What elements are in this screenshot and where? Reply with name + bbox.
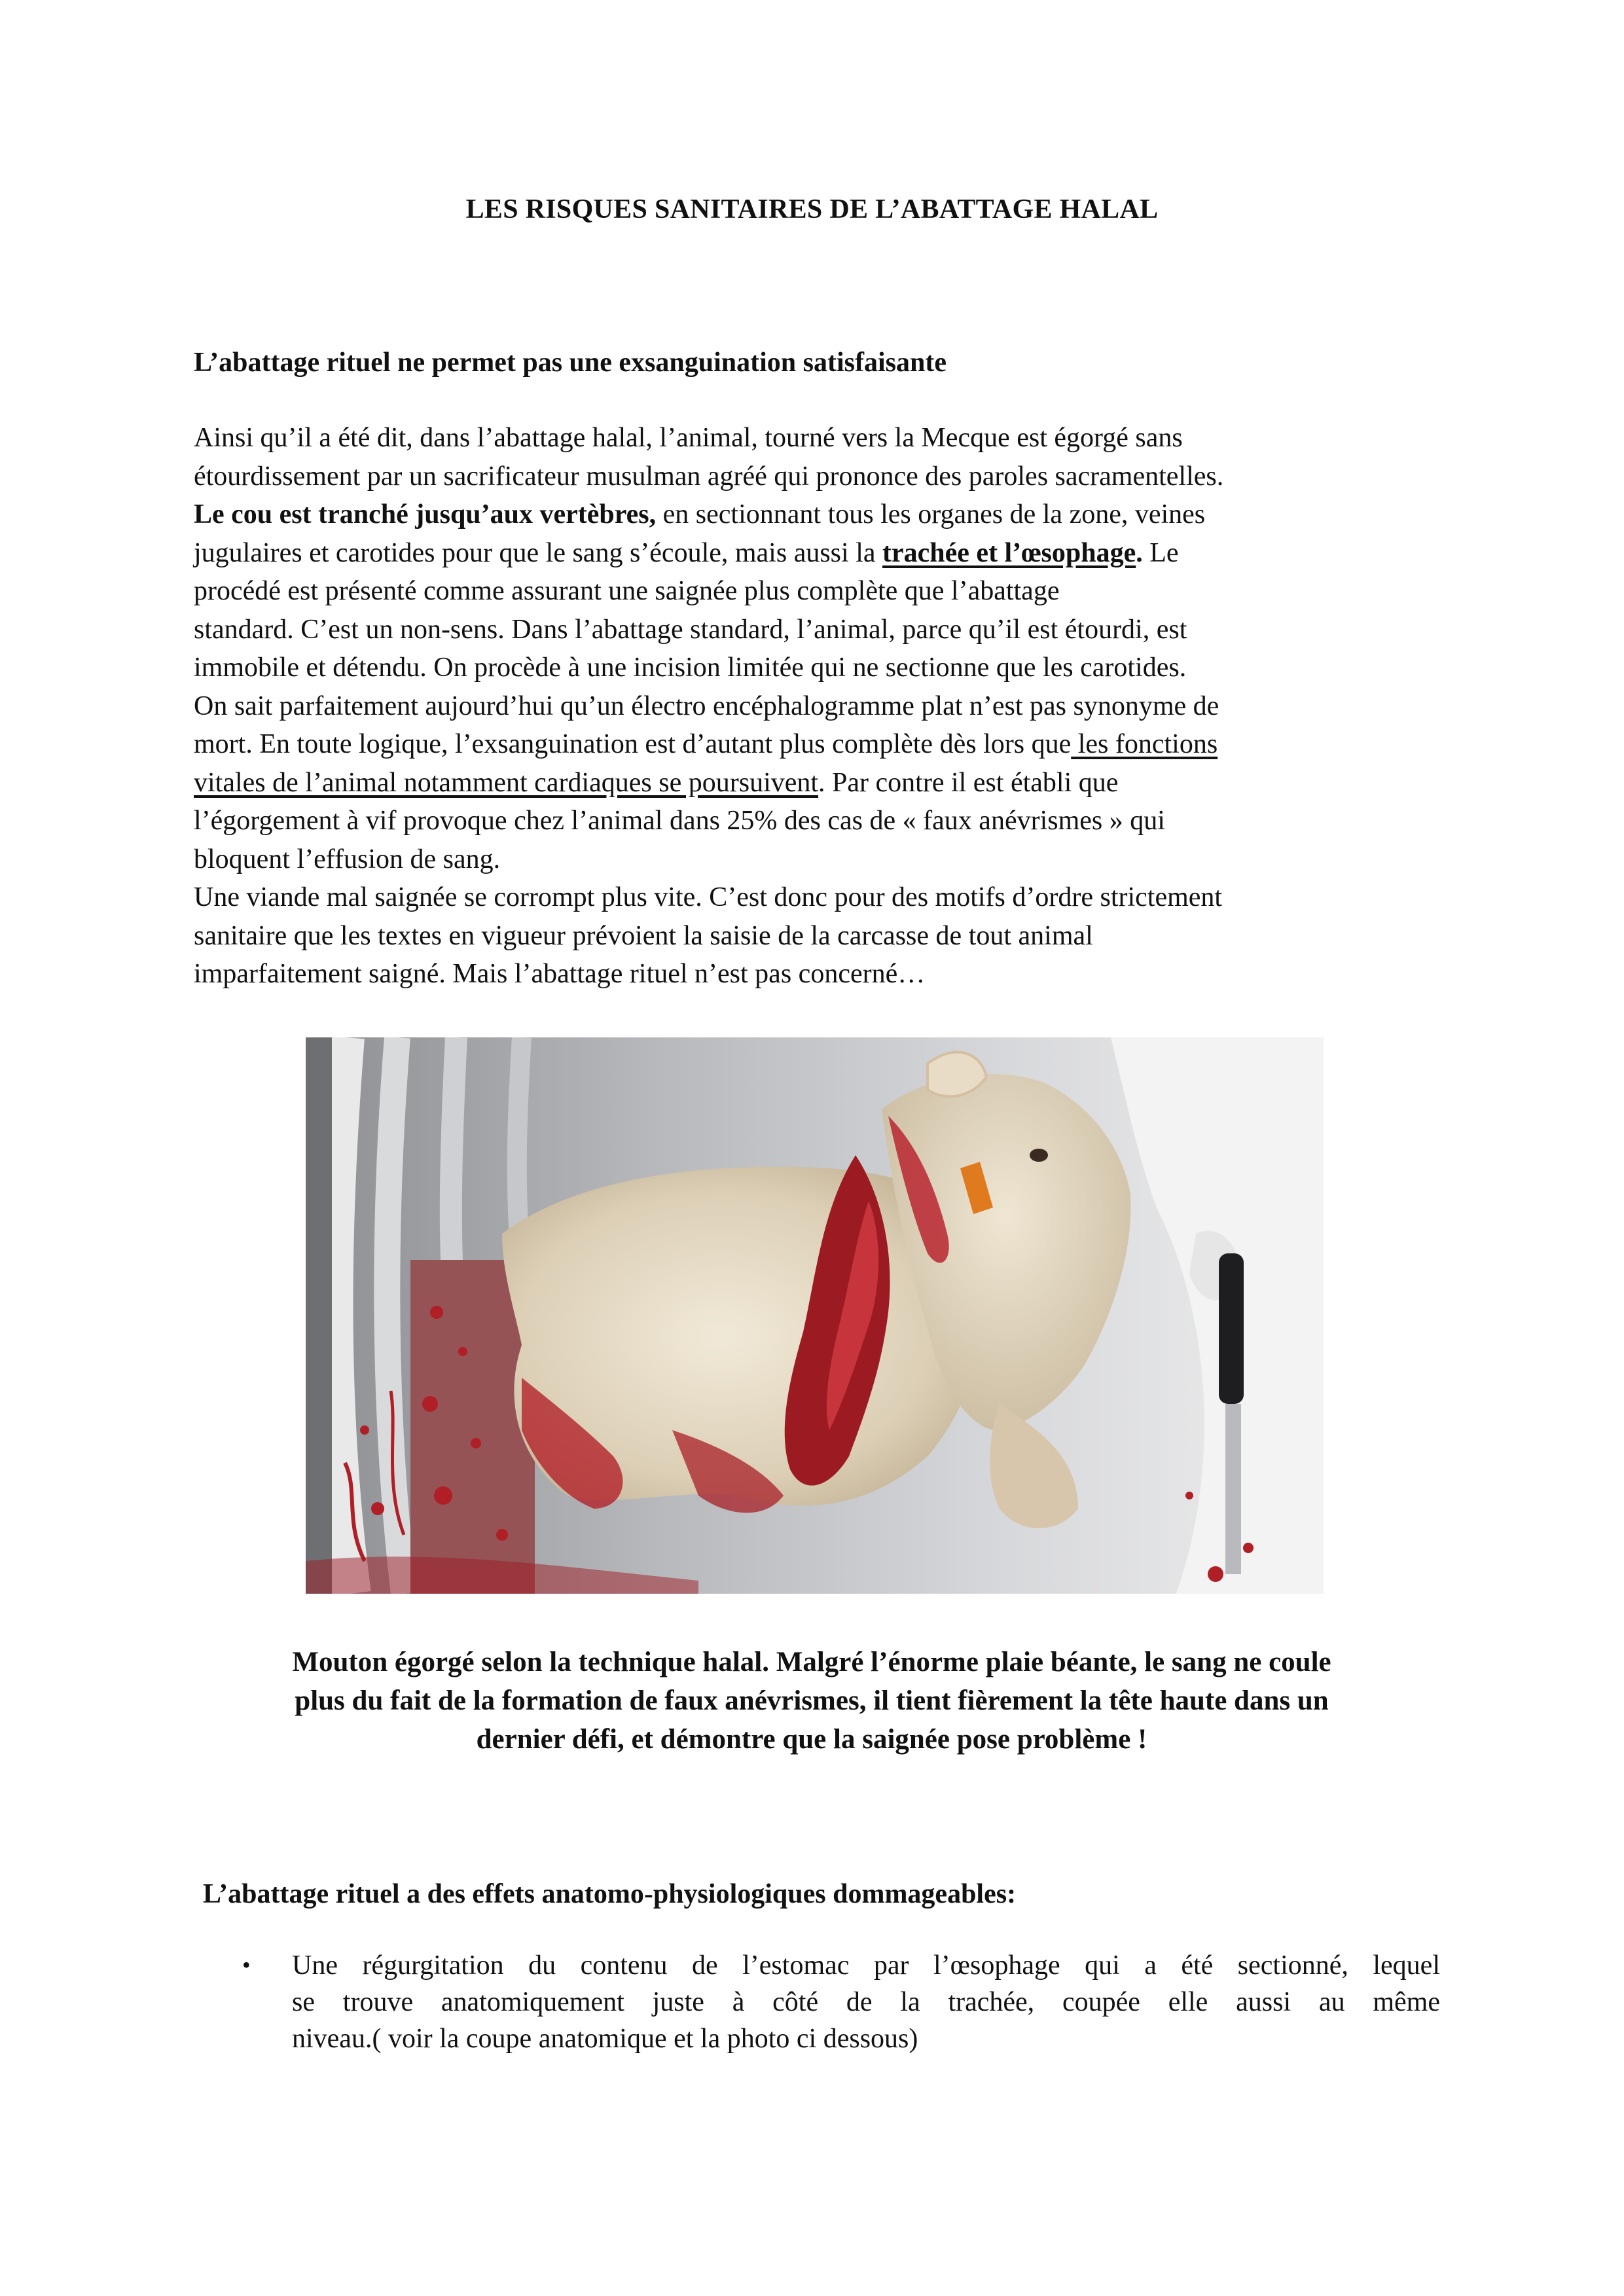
section-heading-effects: L’abattage rituel a des effets anatomo-physiologiques dommageables: xyxy=(203,1879,1017,1909)
caption-line: dernier défi, et démontre que la saignée pose problème ! xyxy=(476,1724,1147,1755)
text-segment: Le xyxy=(1142,537,1179,568)
text-line: procédé est présenté comme assurant une saignée plus complète que l’abattage xyxy=(194,576,1060,606)
photo-caption xyxy=(170,1643,1453,1759)
text-line: Une viande mal saignée se corrompt plus vite. C’est donc pour des motifs d’ordre strictement xyxy=(194,882,1223,912)
text-line xyxy=(194,495,1437,534)
text-line: Ainsi qu’il a été dit, dans l’abattage halal, l’animal, tourné vers la Mecque est égorgé sans xyxy=(194,423,1183,453)
text-line: standard. C’est un non-sens. Dans l’abattage standard, l’animal, parce qu’il est étourdi, est xyxy=(194,614,1187,645)
underlined-phrase: les fonctions xyxy=(1071,729,1218,759)
bullet-line: niveau.( voir la coupe anatomique et la photo ci dessous) xyxy=(292,2024,918,2054)
text-line: On sait parfaitement aujourd’hui qu’un électro encéphalogramme plat n’est pas synonyme de xyxy=(194,691,1219,721)
text-segment: mort. En toute logique, l’exsanguination est d’autant plus complète dès lors que xyxy=(194,729,1072,759)
text-segment: . Par contre il est établi que xyxy=(818,767,1119,798)
document-title: LES RISQUES SANITAIRES DE L’ABATTAGE HALAL xyxy=(465,194,1159,224)
bold-phrase: Le cou est tranché jusqu’aux vertèbres, xyxy=(194,499,657,529)
text-line xyxy=(194,534,1437,573)
text-line xyxy=(194,764,1437,802)
text-segment: . xyxy=(1136,537,1143,568)
text-line: imparfaitement saigné. Mais l’abattage rituel n’est pas concerné… xyxy=(194,959,926,989)
caption-line: Mouton égorgé selon la technique halal. Malgré l’énorme plaie béante, le sang ne coule xyxy=(292,1647,1331,1677)
section-heading-exsanguination: L’abattage rituel ne permet pas une exsanguination satisfaisante xyxy=(194,348,947,378)
bullet-line: Une régurgitation du contenu de l’estomac par l’œsophage qui a été sectionné, lequel xyxy=(292,1950,1440,1981)
text-line: sanitaire que les textes en vigueur prévoient la saisie de la carcasse de tout animal xyxy=(194,920,1093,951)
bullet-line: se trouve anatomiquement juste à côté de la trachée, coupée elle aussi au même xyxy=(292,1987,1440,2017)
text-line xyxy=(194,725,1437,764)
text-segment: jugulaires et carotides pour que le sang s’écoule, mais aussi la xyxy=(194,537,883,568)
text-segment: en sectionnant tous les organes de la zone, veines xyxy=(656,499,1206,529)
bullet-text xyxy=(292,1947,1440,2057)
text-line: l’égorgement à vif provoque chez l’animal dans 25% des cas de « faux anévrismes » qui xyxy=(194,806,1165,836)
text-line: bloquent l’effusion de sang. xyxy=(194,844,501,874)
text-line: étourdissement par un sacrificateur musulman agréé qui prononce des paroles sacramentelles. xyxy=(194,461,1224,492)
bullet-icon: • xyxy=(242,1952,251,1978)
paragraph-exsanguination xyxy=(194,419,1437,994)
bold-underlined-phrase: trachée et l’œsophage xyxy=(882,537,1136,568)
text-line: immobile et détendu. On procède à une incision limitée qui ne sectionne que les carotides. xyxy=(194,653,1187,683)
underlined-phrase: vitales de l’animal notamment cardiaques se poursuivent xyxy=(194,767,819,798)
photo-slaughtered-sheep xyxy=(306,1037,1324,1594)
caption-line: plus du fait de la formation de faux anévrismes, il tient fièrement la tête haute dans un xyxy=(295,1685,1329,1716)
